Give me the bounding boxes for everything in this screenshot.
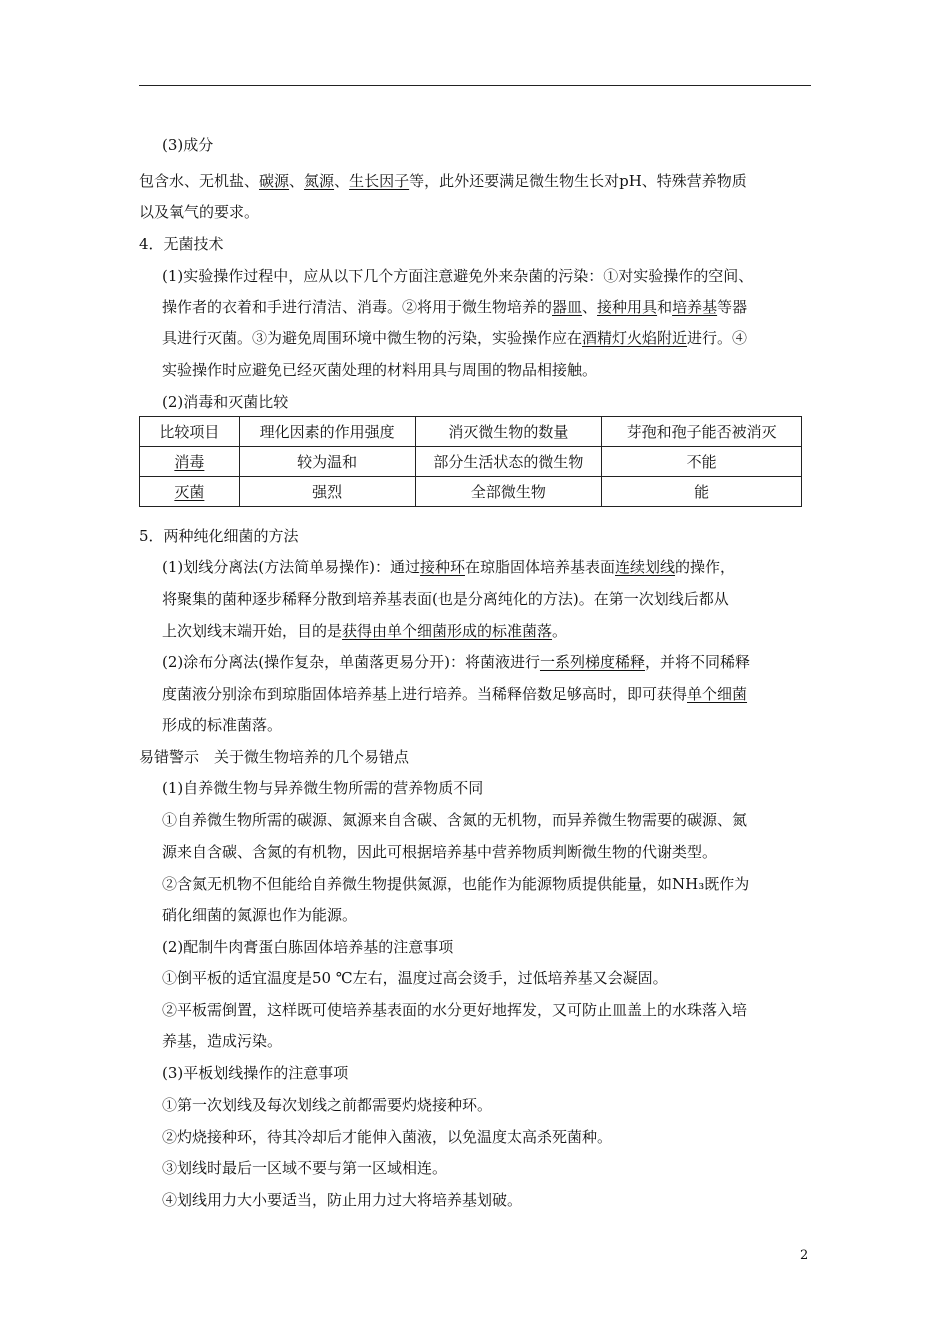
table-cell: 较为温和 (239, 447, 415, 477)
page-number: 2 (800, 1248, 809, 1263)
warning-s1-heading: (1)自养微生物与异养微生物所需的营养物质不同 (162, 779, 484, 797)
section5-p1-line1: (1)划线分离法(方法简单易操作)：通过接种环在琼脂固体培养基表面连续划线的操作， (162, 558, 736, 576)
warning-s3-a: ①第一次划线及每次划线之前都需要灼烧接种环。 (162, 1096, 493, 1114)
table-header-row (140, 417, 802, 447)
table-cell: 全部微生物 (415, 477, 602, 507)
section4-p2-heading: (2)消毒和灭菌比较 (162, 393, 289, 411)
warning-s2-b-line1: ②平板需倒置，这样既可使培养基表面的水分更好地挥发，又可防止皿盖上的水珠落入培 (162, 1001, 748, 1019)
section4-p1-line2: 操作者的衣着和手进行清洁、消毒。②将用于微生物培养的器皿、接种用具和培养基等器 (162, 298, 748, 316)
table-header-cell: 比较项目 (140, 417, 240, 447)
warning-s2-b-line2: 养基，造成污染。 (162, 1032, 283, 1050)
header-rule (139, 85, 811, 86)
section5-heading: 5．两种纯化细菌的方法 (139, 527, 299, 545)
section3-line1: 包含水、无机盐、碳源、氮源、生长因子等，此外还要满足微生物生长对pH、特殊营养物质 (139, 172, 747, 190)
table-header-cell: 理化因素的作用强度 (239, 417, 415, 447)
warning-s1-b-line1: ②含氮无机物不但能给自养微生物提供氮源，也能作为能源物质提供能量，如NH₃既作为 (162, 875, 750, 893)
warning-s3-b: ②灼烧接种环，待其冷却后才能伸入菌液，以免温度太高杀死菌种。 (162, 1128, 613, 1146)
table-row (140, 477, 802, 507)
table-cell: 不能 (602, 447, 802, 477)
table-row (140, 447, 802, 477)
section4-p1-line4: 实验操作时应避免已经灭菌处理的材料用具与周围的物品相接触。 (162, 361, 598, 379)
table-cell: 能 (602, 477, 802, 507)
table-cell: 部分生活状态的微生物 (415, 447, 602, 477)
table-cell: 强烈 (239, 477, 415, 507)
warning-s1-a-line2: 源来自含碳、含氮的有机物，因此可根据培养基中营养物质判断微生物的代谢类型。 (162, 843, 718, 861)
warning-s2-a: ①倒平板的适宜温度是50 ℃左右，温度过高会烫手，过低培养基又会凝固。 (162, 969, 668, 987)
table-header-cell: 芽孢和孢子能否被消灭 (602, 417, 802, 447)
warning-s3-d: ④划线用力大小要适当，防止用力过大将培养基划破。 (162, 1191, 523, 1209)
table-cell: 消毒 (140, 447, 240, 477)
section5-p2-line3: 形成的标准菌落。 (162, 716, 283, 734)
section3-heading: (3)成分 (162, 136, 214, 154)
section4-p1-line1: (1)实验操作过程中，应从以下几个方面注意避免外来杂菌的污染：①对实验操作的空间、 (162, 267, 754, 285)
warning-s3-c: ③划线时最后一区域不要与第一区域相连。 (162, 1159, 448, 1177)
section5-p2-line2: 度菌液分别涂布到琼脂固体培养基上进行培养。当稀释倍数足够高时，即可获得单个细菌 (162, 685, 748, 703)
table-header-cell: 消灭微生物的数量 (415, 417, 602, 447)
warning-s1-a-line1: ①自养微生物所需的碳源、氮源来自含碳、含氮的无机物，而异养微生物需要的碳源、氮 (162, 811, 748, 829)
section4-p1-line3: 具进行灭菌。③为避免周围环境中微生物的污染，实验操作应在酒精灯火焰附近进行。④ (162, 329, 748, 347)
section3-line2: 以及氧气的要求。 (139, 203, 260, 221)
warning-s2-heading: (2)配制牛肉膏蛋白胨固体培养基的注意事项 (162, 938, 454, 956)
table-cell: 灭菌 (140, 477, 240, 507)
section5-p2-line1: (2)涂布分离法(操作复杂，单菌落更易分开)：将菌液进行一系列梯度稀释，并将不同稀释 (162, 653, 750, 671)
section4-heading: 4．无菌技术 (139, 235, 224, 253)
comparison-table (139, 416, 802, 507)
warning-s1-b-line2: 硝化细菌的氮源也作为能源。 (162, 906, 358, 924)
warning-heading: 易错警示 关于微生物培养的几个易错点 (139, 748, 410, 766)
section5-p1-line3: 上次划线末端开始，目的是获得由单个细菌形成的标准菌落。 (162, 622, 568, 640)
section5-p1-line2: 将聚集的菌种逐步稀释分散到培养基表面(也是分离纯化的方法)。在第一次划线后都从 (162, 590, 729, 608)
warning-s3-heading: (3)平板划线操作的注意事项 (162, 1064, 349, 1082)
